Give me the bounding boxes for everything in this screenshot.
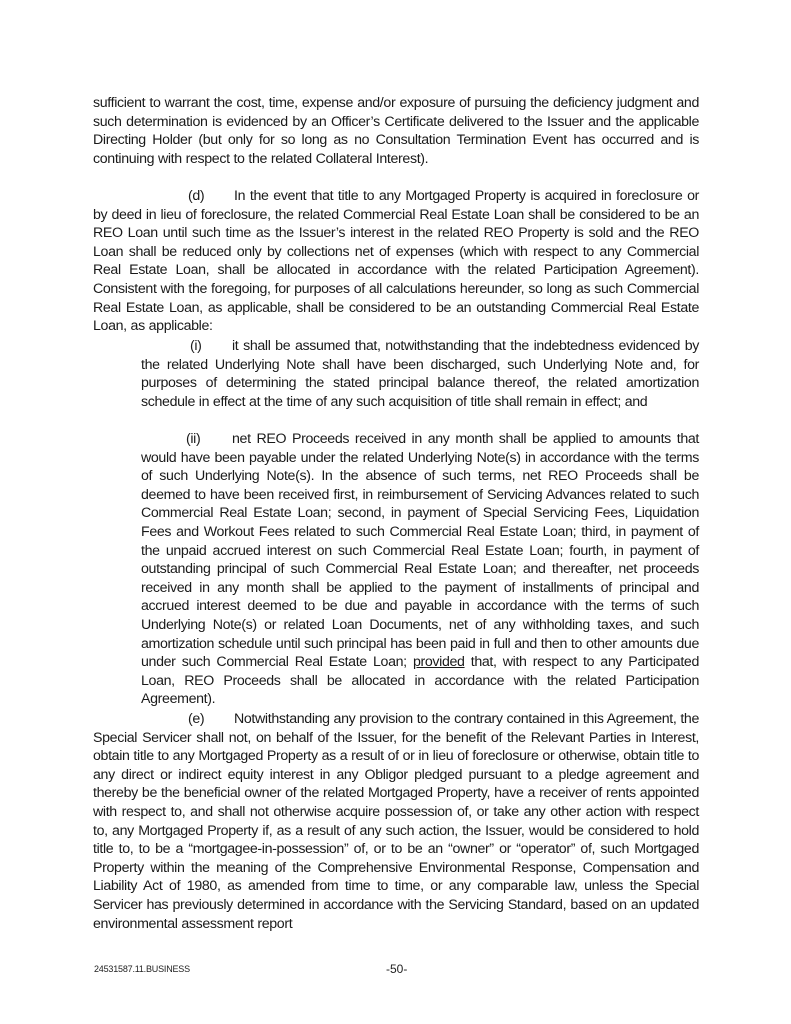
paragraph-text: sufficient to warrant the cost, time, expense and/or exposure of pursuing the deficiency judgment and such determination is evidenced by an Officer’s Certificate delivered to the Issuer and the applicable Directing Holder (but only for so long as no Consultation Termination Event has occurred and is continuing with respect to the related Collateral Interest). xyxy=(93,95,699,167)
subparagraph-i xyxy=(141,337,699,411)
paragraph-continuation xyxy=(93,94,699,168)
paragraph-label: (e) xyxy=(188,711,205,727)
subparagraph-label: (ii) xyxy=(186,431,201,447)
paragraph-text: In the event that title to any Mortgaged Property is acquired in foreclosure or by deed in lieu of foreclosure, the related Commercial Real Estate Loan shall be considered to be an REO Loan until such time as the Issuer’s interest in the related REO Property is sold and the REO Loan shall be reduced only by collections net of expenses (which with respect to any Commercial Real Estate Loan, shall be allocated in accordance with the related Participation Agreement). Consistent with the foregoing, for purposes of all calculations hereunder, so long as such Commercial Real Estate Loan, as applicable, shall be considered to be an outstanding Commercial Real Estate Loan, as applicable: xyxy=(93,188,699,335)
paragraph-d xyxy=(93,187,699,336)
subparagraph-text: net REO Proceeds received in any month shall be applied to amounts that would have been payable under the related Underlying Note(s) in accordance with the terms of such Underlying Note(s). In the absence of such terms, net REO Proceeds shall be deemed to have been received first, in reimbursement of Servicing Advances related to such Commercial Real Estate Loan; second, in payment of Special Servicing Fees, Liquidation Fees and Workout Fees related to such Commercial Real Estate Loan; third, in payment of the unpaid accrued interest on such Commercial Real Estate Loan; fourth, in payment of outstanding principal of such Commercial Real Estate Loan; and thereafter, net proceeds received in any month shall be applied to the payment of installments of principal and accrued interest deemed to be due and payable in accordance with the terms of such Underlying Note(s) or related Loan Documents, net of any withholding taxes, and such amortization schedule until such principal has been paid in full and then to other amounts due under such Commercial Real Estate Loan; xyxy=(141,431,699,671)
provided-underlined-term: provided xyxy=(412,654,465,671)
paragraph-label: (d) xyxy=(188,188,205,204)
paragraph-text: Notwithstanding any provision to the contrary contained in this Agreement, the Special Servicer shall not, on behalf of the Issuer, for the benefit of the Relevant Parties in Interest, obtain title to any Mortgaged Property as a result of or in lieu of foreclosure or otherwise, obtain title to any direct or indirect equity interest in any Obligor pledged pursuant to a pledge agreement and thereby be the beneficial owner of the related Mortgaged Property, have a receiver of rents appointed with respect to, and shall not otherwise acquire possession of, or take any other action with respect to, any Mortgaged Property if, as a result of any such action, the Issuer, would be considered to hold title to, to be a “mortgagee-in-possession” of, or to be an “owner” or “operator” of, such Mortgaged Property within the meaning of the Comprehensive Environmental Response, Compensation and Liability Act of 1980, as amended from time to time, or any comparable law, unless the Special Servicer has previously determined in accordance with the Servicing Standard, based on an updated environmental assessment report xyxy=(93,711,699,932)
subparagraph-label: (i) xyxy=(190,338,202,354)
footer-page-number: -50- xyxy=(386,962,408,976)
subparagraph-text: it shall be assumed that, notwithstanding that the indebtedness evidenced by the related Underlying Note shall have been discharged, such Underlying Note and, for purposes of determining the stated principal balance thereof, the related amortization schedule in effect at the time of any such acquisition of title shall remain in effect; and xyxy=(141,338,699,410)
footer-document-id: 24531587.11.BUSINESS xyxy=(94,964,190,974)
subparagraph-text-end: that, with respect to any Participated Loan, REO Proceeds shall be allocated in accordance with the related Participation Agreement). xyxy=(141,654,699,708)
subparagraph-ii xyxy=(141,430,699,709)
paragraph-e xyxy=(93,710,699,933)
